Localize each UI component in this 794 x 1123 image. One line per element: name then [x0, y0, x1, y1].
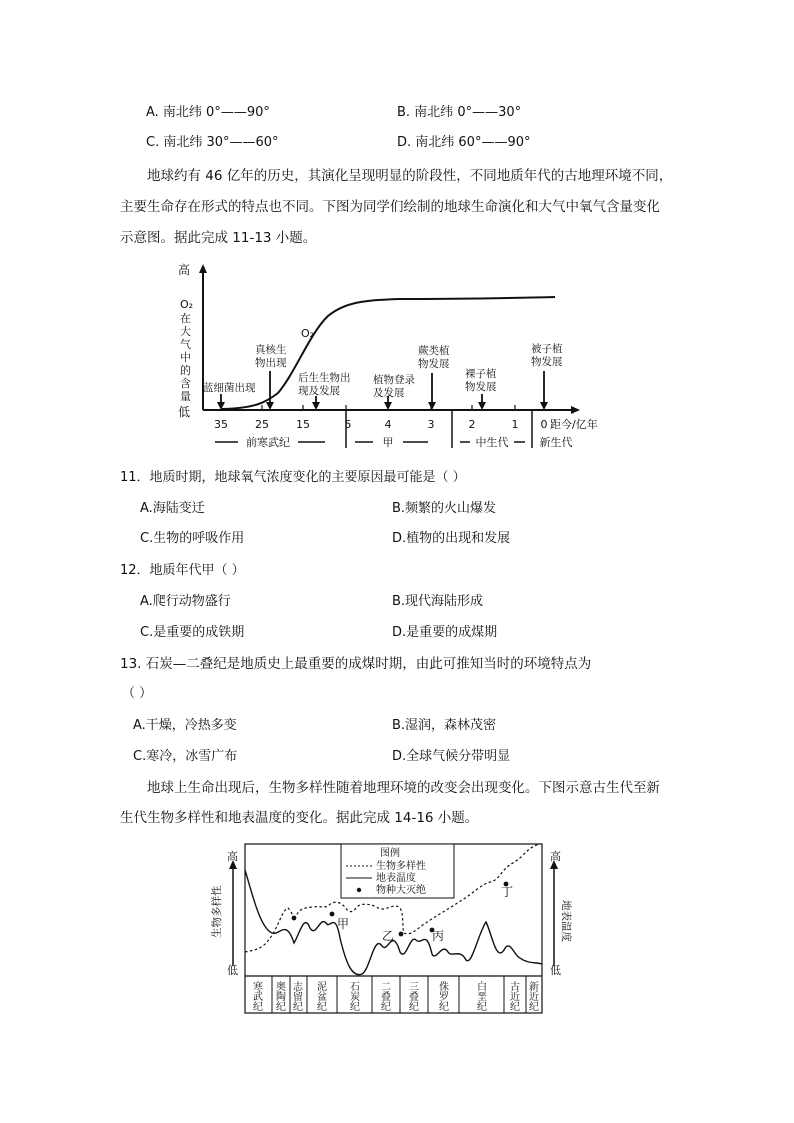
intro1-line3: 示意图。据此完成 11-13 小题。: [120, 230, 317, 246]
q12-option-b: B.现代海陆形成: [392, 594, 484, 609]
period-char: 泥: [317, 982, 327, 993]
intro2-line2: 生代生物多样性和地表温度的变化。据此完成 14-16 小题。: [120, 810, 479, 826]
legend-dot-swatch: [357, 888, 361, 892]
x-tick: 15: [296, 418, 310, 431]
y-axis-low: 低: [178, 405, 191, 419]
legend-item: 物种大灭绝: [376, 885, 426, 896]
period-char: 寒: [253, 982, 263, 993]
q10-option-d: D. 南北纬 60°——90°: [397, 135, 531, 150]
q12-option-c: C.是重要的成铁期: [140, 625, 245, 640]
intro1-line1: 地球约有 46 亿年的历史，其演化呈现明显的阶段性，不同地质年代的古地理环境不同，: [147, 168, 673, 184]
right-axis-low: 低: [550, 964, 561, 977]
period-char: 近: [529, 992, 539, 1003]
marker-bing: 丙: [432, 929, 445, 943]
event-gymnosperms-1: 裸子植: [465, 368, 497, 380]
q13-option-d: D.全球气候分带明显: [392, 749, 511, 764]
period-char: 三: [409, 982, 419, 993]
period-char: 二: [381, 982, 391, 993]
period-char: 纪: [477, 1002, 487, 1013]
event-eukaryote-2: 物出现: [255, 357, 287, 369]
left-axis-low: 低: [227, 964, 238, 977]
y-label-char: 含: [180, 377, 191, 390]
period-char: 纪: [510, 1002, 520, 1013]
y-axis-label: [180, 298, 193, 403]
right-axis-label: 地表温度: [560, 900, 572, 942]
right-axis-high: 高: [550, 850, 561, 863]
q11-option-b: B.频繁的火山爆发: [392, 501, 497, 516]
period-char: 新: [529, 982, 539, 993]
period-char: 纪: [276, 1002, 286, 1013]
y-label-char: 在: [180, 312, 191, 325]
event-gymnosperms-2: 物发展: [465, 381, 497, 393]
period-char: 纪: [439, 1002, 449, 1013]
period-char: 白: [477, 982, 487, 993]
event-ferns-1: 蕨类植: [418, 345, 450, 357]
period-char: 纪: [409, 1002, 419, 1013]
y-axis-high: 高: [178, 263, 191, 277]
intro2-line1: 地球上生命出现后，生物多样性随着地理环境的改变会出现变化。下图示意古生代至新: [147, 780, 660, 796]
x-tick: 25: [255, 418, 269, 431]
event-metazoa-2: 现及发展: [298, 385, 340, 397]
y-label-char: 气: [180, 338, 191, 351]
period-char: 纪: [529, 1002, 539, 1013]
marker-yi: 乙: [382, 929, 395, 943]
period-char: 陶: [276, 992, 286, 1003]
q10-option-a: A. 南北纬 0°——90°: [146, 105, 270, 120]
x-tick: 35: [214, 418, 228, 431]
period-char: 纪: [350, 1002, 360, 1013]
legend-title: 图例: [380, 848, 400, 859]
x-tick: 4: [384, 418, 392, 431]
y-label-char: 量: [180, 390, 191, 403]
period-char: 武: [253, 992, 263, 1003]
x-tick: 2: [468, 418, 476, 431]
intro1-line2: 主要生命存在形式的特点也不同。下图为同学们绘制的地球生命演化和大气中氧气含量变化: [120, 199, 660, 215]
q12-option-d: D.是重要的成煤期: [392, 625, 498, 640]
biodiversity-temperature-figure: [210, 838, 580, 1018]
period-char: 叠: [381, 992, 391, 1003]
q12-option-a: A.爬行动物盛行: [140, 594, 231, 609]
q11-option-d: D.植物的出现和发展: [392, 531, 511, 546]
legend-item: 生物多样性: [376, 861, 426, 872]
period-char: 留: [293, 992, 303, 1003]
y-label-char: 中: [180, 351, 191, 364]
event-land-plants-2: 及发展: [373, 387, 405, 399]
event-metazoa-1: 后生生物出: [298, 372, 351, 384]
q13-option-a: A.干燥，冷热多变: [133, 718, 237, 733]
event-angiosperms-2: 物发展: [531, 356, 563, 368]
q13-paren: （ ）: [122, 686, 153, 701]
period-char: 纪: [293, 1002, 303, 1013]
x-tick: 1: [511, 418, 519, 431]
period-char: 古: [510, 982, 520, 993]
era-jia: 甲: [382, 436, 394, 449]
y-label-char: O₂: [180, 298, 194, 311]
event-eukaryote-1: 真核生: [255, 344, 287, 356]
legend-item: 地表温度: [376, 873, 416, 884]
period-char: 叠: [409, 992, 419, 1003]
q12-stem: 12．地质年代甲（ ）: [120, 563, 245, 578]
era-precambrian: 前寒武纪: [246, 436, 290, 449]
period-char: 纪: [381, 1002, 391, 1013]
x-tick: 0: [540, 418, 548, 431]
y-label-char: 的: [180, 364, 191, 377]
q11-stem: 11．地质时期，地球氧气浓度变化的主要原因最可能是（ ）: [120, 470, 466, 485]
oxygen-evolution-figure: [170, 258, 620, 458]
left-axis-label: 生物多样性: [211, 885, 223, 938]
era-mesozoic: 中生代: [475, 436, 509, 449]
marker-jia: 甲: [337, 917, 350, 931]
period-char: 盆: [317, 992, 327, 1003]
period-char: 垩: [477, 992, 487, 1003]
curve-label: O₂: [301, 327, 315, 340]
q13-stem: 13. 石炭—二叠纪是地质史上最重要的成煤时期，由此可推知当时的环境特点为: [120, 656, 592, 672]
era-cenozoic: 新生代: [539, 436, 573, 449]
period-char: 奥: [276, 982, 286, 993]
event-angiosperms-1: 被子植: [531, 343, 563, 355]
period-char: 纪: [253, 1002, 263, 1013]
q13-option-b: B.湿润，森林茂密: [392, 718, 497, 733]
period-char: 近: [510, 992, 520, 1003]
period-dividers: [272, 976, 526, 1013]
period-char: 纪: [317, 1002, 327, 1013]
period-char: 炭: [350, 992, 360, 1003]
event-cyanobacteria: 蓝细菌出现: [203, 382, 256, 394]
q10-option-b: B. 南北纬 0°——30°: [397, 105, 522, 120]
left-axis-high: 高: [227, 850, 238, 863]
period-char: 志: [293, 982, 303, 993]
marker-ding: 丁: [501, 885, 514, 899]
period-char: 侏: [439, 982, 449, 993]
event-land-plants-1: 植物登录: [373, 374, 415, 386]
x-tick: 3: [427, 418, 435, 431]
q13-option-c: C.寒冷，冰雪广布: [133, 749, 238, 764]
period-char: 石: [350, 982, 360, 993]
period-char: 罗: [439, 992, 449, 1003]
q11-option-a: A.海陆变迁: [140, 501, 205, 516]
x-tick: 5: [344, 418, 352, 431]
x-axis-unit: 距今/亿年: [550, 418, 598, 431]
q10-option-c: C. 南北纬 30°——60°: [146, 135, 279, 150]
event-ferns-2: 物发展: [418, 358, 450, 370]
y-label-char: 大: [180, 325, 191, 338]
q11-option-c: C.生物的呼吸作用: [140, 531, 245, 546]
